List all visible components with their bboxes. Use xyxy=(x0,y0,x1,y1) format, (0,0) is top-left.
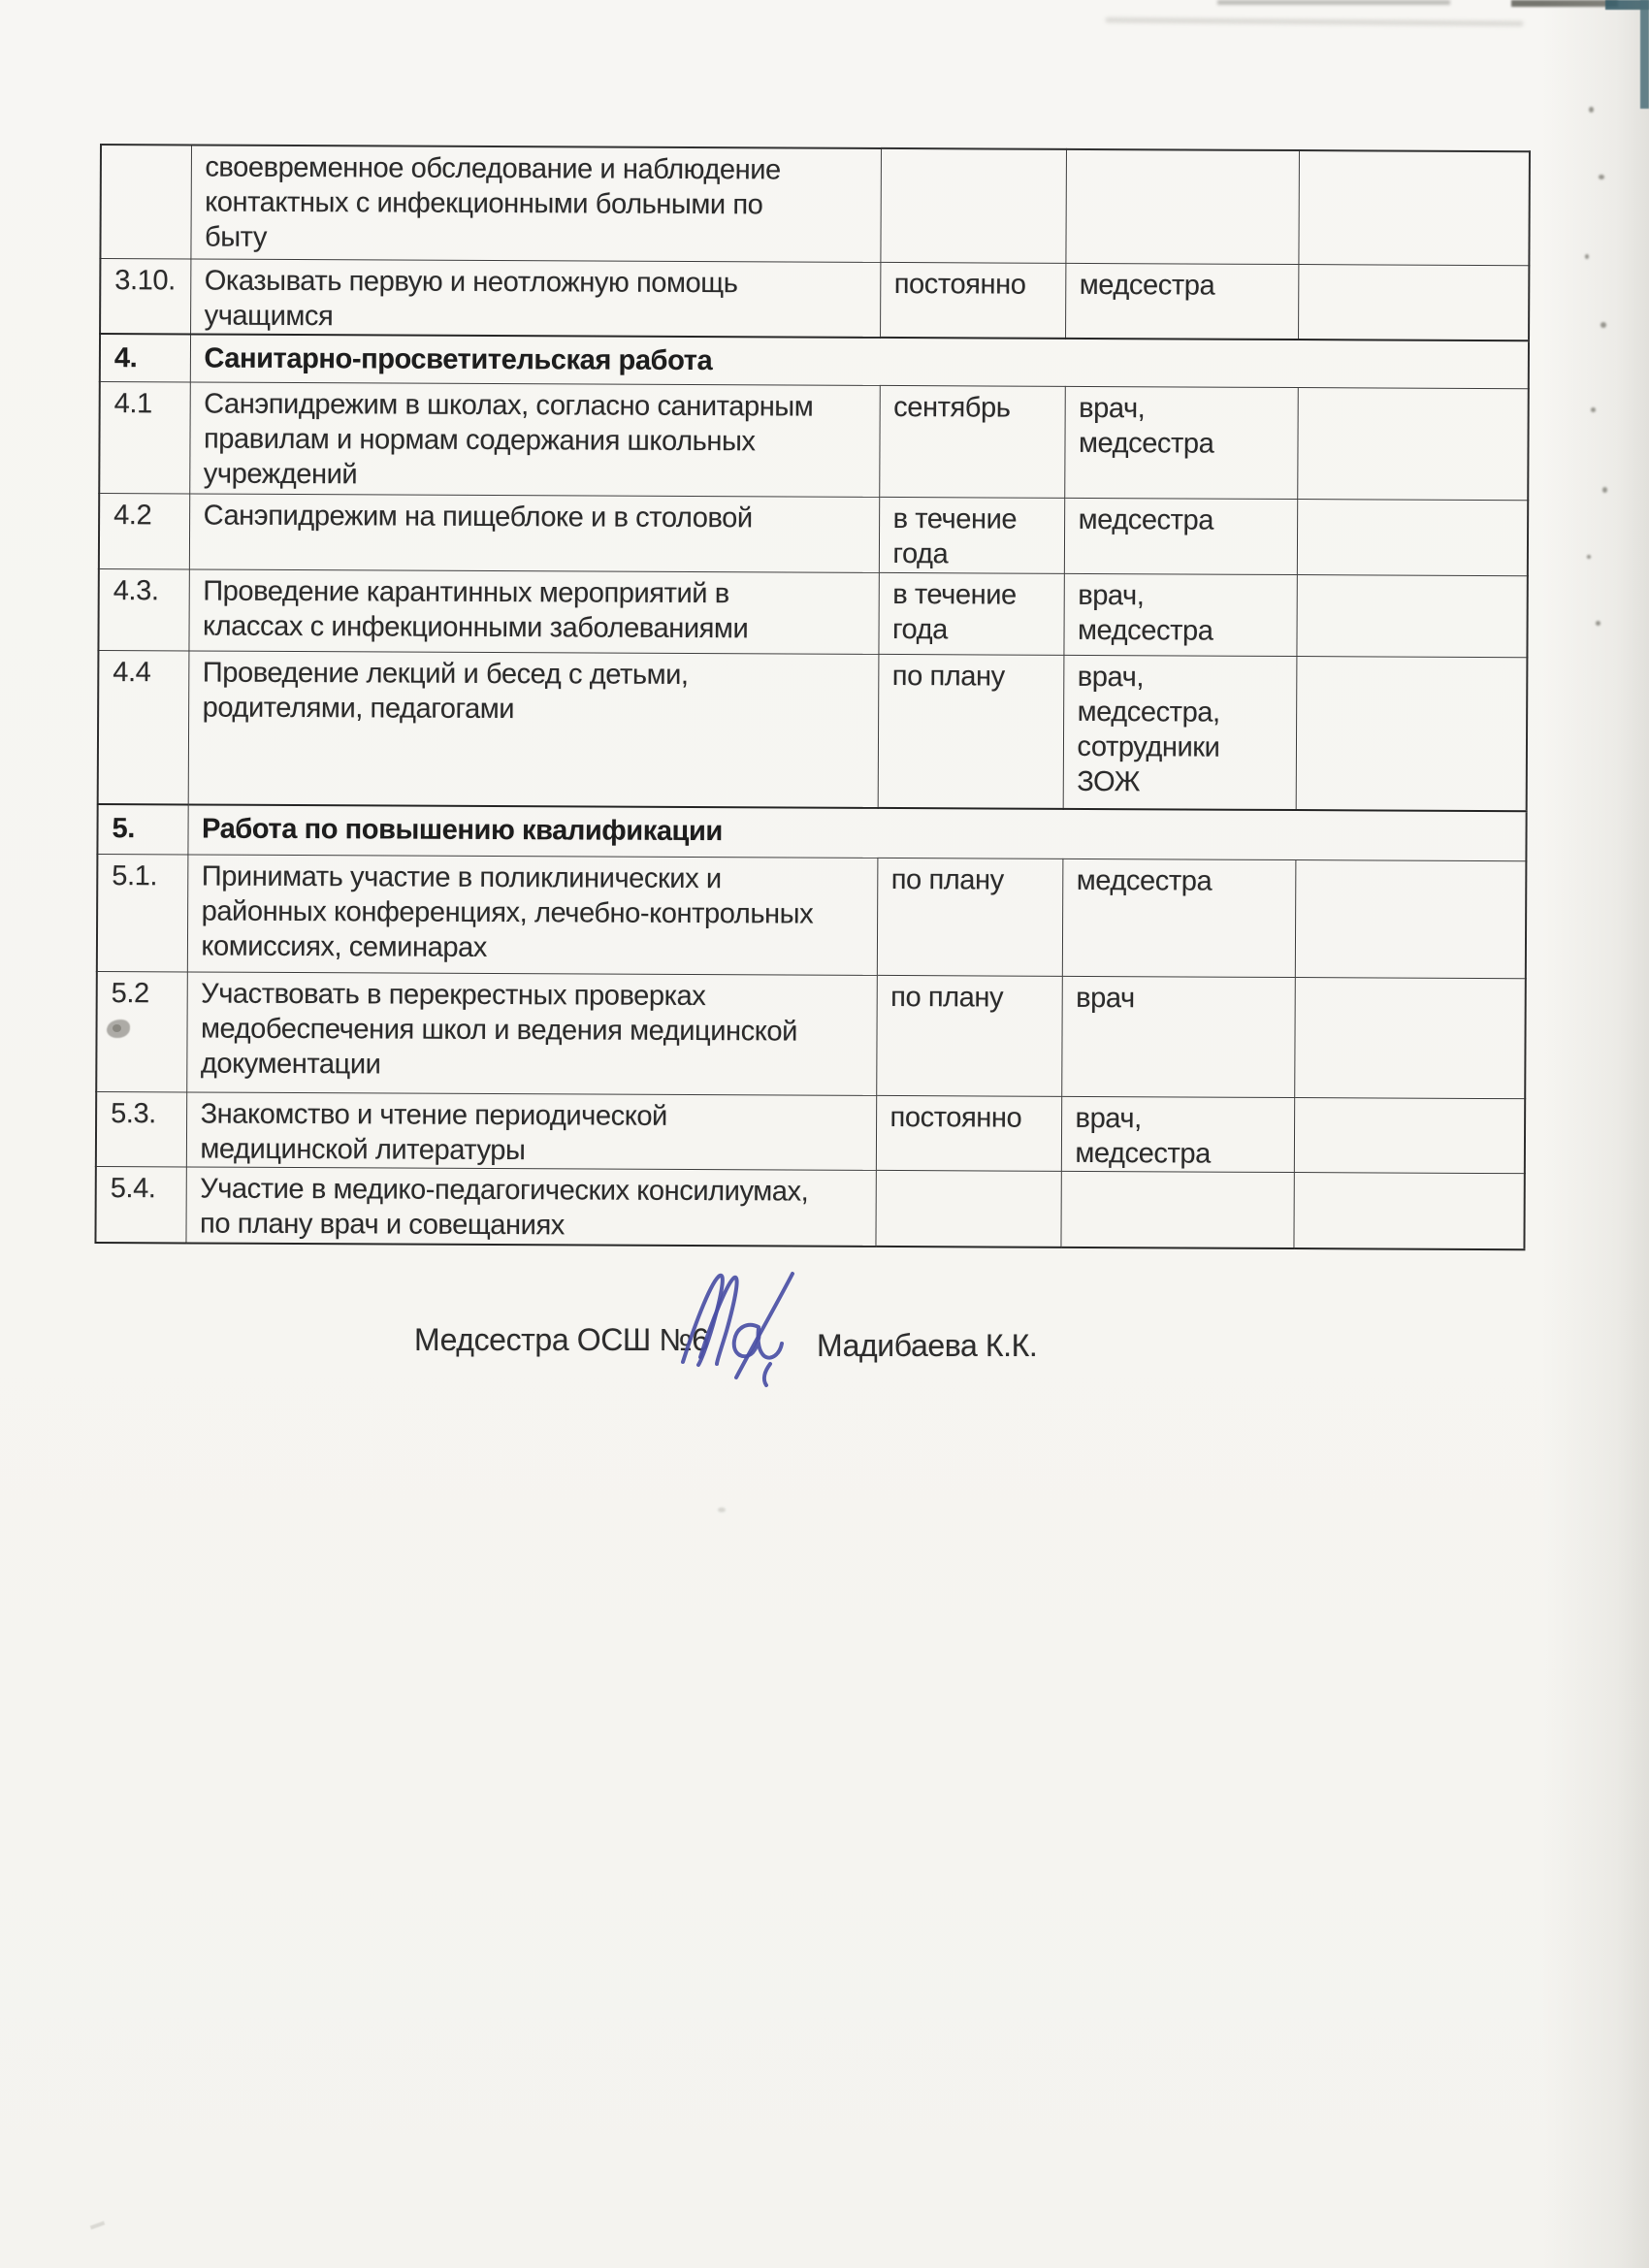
scanner-edge-corner xyxy=(1605,0,1649,10)
handwritten-signature xyxy=(671,1267,812,1388)
signature-name: Мадибаева К.К. xyxy=(817,1328,1038,1363)
notes-cell xyxy=(1298,264,1529,340)
scan-speck xyxy=(1600,322,1606,328)
notes-cell xyxy=(1293,1173,1524,1249)
notes-cell xyxy=(1297,388,1529,501)
section-header-row-4 xyxy=(100,334,1529,389)
table-row-continuation xyxy=(100,145,1530,265)
table-row-4-4 xyxy=(98,650,1528,810)
scan-speck xyxy=(1591,407,1596,412)
scan-speck xyxy=(718,1507,726,1512)
notes-cell xyxy=(1296,657,1528,811)
responsible-cell xyxy=(1065,149,1299,264)
work-plan-table xyxy=(94,144,1531,1250)
scan-speck xyxy=(1587,555,1591,559)
table-row-5-3 xyxy=(96,1091,1525,1173)
time-cell: постоянно xyxy=(880,262,1065,338)
notes-cell xyxy=(1296,575,1527,658)
scan-smudge-top xyxy=(1217,0,1450,5)
scanner-edge-right xyxy=(1640,0,1649,109)
time-cell: постоянно xyxy=(876,1095,1061,1171)
scan-speck xyxy=(90,2221,105,2230)
notes-cell xyxy=(1294,978,1526,1099)
task-cell: Проведение лекций и бесед с детьми, родителями, педагогами xyxy=(188,651,879,807)
responsible-cell: медсестра xyxy=(1065,263,1298,340)
row-number-cell: 4.1 xyxy=(99,382,190,494)
responsible-cell: врач, медсестра xyxy=(1061,1096,1294,1172)
section-number-cell: 4. xyxy=(100,334,190,382)
table-row-5-4 xyxy=(95,1166,1524,1248)
scan-speck xyxy=(1596,621,1600,626)
row-number-cell: 3.10. xyxy=(100,258,190,334)
row-number-cell: 4.3. xyxy=(98,568,188,650)
scan-speck xyxy=(1589,107,1594,113)
responsible-cell: медсестра xyxy=(1064,498,1297,574)
notes-cell xyxy=(1298,150,1530,265)
task-cell: Участвовать в перекрестных проверках медобеспечения школ и ведения медицинской документации xyxy=(186,972,877,1095)
time-cell: по плану xyxy=(878,654,1064,808)
section-title-cell: Работа по повышению квалификации xyxy=(187,804,1526,861)
time-cell: сентябрь xyxy=(879,385,1065,498)
time-cell xyxy=(880,148,1066,263)
task-cell: Принимать участие в поликлинических и районных конференциях, лечебно-контрольных комиссиях, семинарах xyxy=(187,855,878,975)
row-number-cell: 5.1. xyxy=(97,854,188,971)
signature-prefix: Медсестра ОСШ №6 xyxy=(414,1322,709,1357)
task-cell: Оказывать первую и неотложную помощь учащимся xyxy=(190,258,880,337)
responsible-cell xyxy=(1060,1171,1293,1247)
section-number-cell: 5. xyxy=(97,803,187,854)
responsible-cell: медсестра xyxy=(1062,859,1296,977)
task-cell: Знакомство и чтение периодической медицинской литературы xyxy=(186,1092,876,1170)
task-cell: своевременное обследование и наблюдение контактных с инфекционными больными по быту xyxy=(190,145,881,261)
scan-speck xyxy=(1585,254,1589,259)
scan-speck xyxy=(1602,487,1607,493)
responsible-cell: врач, медсестра xyxy=(1064,386,1298,499)
time-cell: в течение года xyxy=(878,572,1063,655)
table-row-5-1 xyxy=(97,854,1527,978)
row-number-cell: 5.3. xyxy=(96,1091,186,1166)
time-cell: по плану xyxy=(877,858,1063,976)
table-row-5-2 xyxy=(96,971,1526,1098)
row-number-cell: 5.2 xyxy=(96,971,187,1091)
notes-cell xyxy=(1297,500,1528,576)
responsible-cell: врач, медсестра, сотрудники ЗОЖ xyxy=(1063,655,1297,809)
row-number-cell: 4.4 xyxy=(98,650,189,803)
task-cell: Проведение карантинных мероприятий в классах с инфекционными заболеваниями xyxy=(188,569,878,654)
table-row-4-2 xyxy=(99,494,1528,576)
row-number-cell: 4.2 xyxy=(99,494,189,569)
scan-streak xyxy=(1106,17,1523,26)
scan-smudge-top-right xyxy=(1511,0,1618,7)
table-row-4-1 xyxy=(99,382,1529,501)
section-header-row-5 xyxy=(97,803,1526,860)
responsible-cell: врач, медсестра xyxy=(1063,573,1296,656)
task-cell: Санэпидрежим на пищеблоке и в столовой xyxy=(189,494,879,572)
table-row-4-3 xyxy=(98,568,1527,657)
table-row-3-10 xyxy=(100,258,1529,340)
time-cell: в течение года xyxy=(879,497,1064,573)
time-cell xyxy=(875,1170,1060,1247)
row-number-cell xyxy=(100,145,191,258)
task-cell: Санэпидрежим в школах, согласно санитарным правилам и нормам содержания школьных учреждений xyxy=(189,382,880,497)
scan-speck xyxy=(1599,175,1604,179)
task-cell: Участие в медико-педагогических консилиумах, по плану врач и совещаниях xyxy=(185,1167,875,1246)
notes-cell xyxy=(1294,1098,1525,1174)
section-title-cell: Санитарно-просветительская работа xyxy=(190,334,1529,389)
row-number-cell: 5.4. xyxy=(95,1166,185,1242)
time-cell: по плану xyxy=(876,975,1062,1096)
notes-cell xyxy=(1295,860,1527,979)
responsible-cell: врач xyxy=(1061,976,1295,1097)
